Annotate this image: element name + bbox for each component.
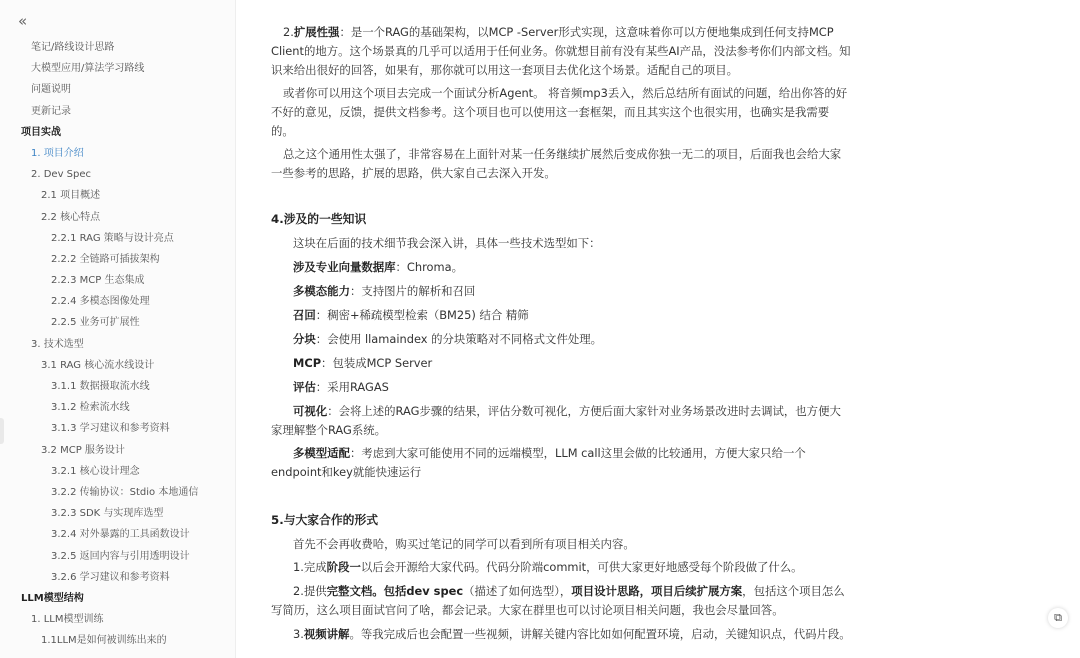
toc-item[interactable]: 问题说明 xyxy=(31,84,71,96)
toc-item[interactable]: 3.1.3 学习建议和参考资料 xyxy=(51,423,170,435)
toc-item[interactable]: 3.1 RAG 核心流水线设计 xyxy=(41,359,155,371)
toc-item[interactable]: 2.2.2 全链路可插拔架构 xyxy=(51,253,160,265)
paragraph-interview-agent: 或者你可以用这个项目去完成一个面试分析Agent。 将音频mp3丢入，然后总结所有面试的问题，给出你答的好不好的意见，反馈，提供文档参考。这个项目也可以使用这一套框架，而且其实这个也很实用，也确实是我需要的。 xyxy=(271,86,848,138)
paragraph-summary: 总之这个通用性太强了，非常容易在上面针对某一任务继续扩展然后变成你独一无二的项目，后面我也会给大家一些参考的思路，扩展的思路，供大家自己去深入开发。 xyxy=(271,147,842,180)
toc-item[interactable]: 3.2.2 传输协议：Stdio 本地通信 xyxy=(51,486,199,498)
paragraph-extensibility: 2.扩展性强：是一个RAG的基础架构，以MCP -Server形式实现，这意味着你可以方便地集成到任何支持MCP Client的地方。这个场景真的几乎可以适用于任何业务。你就想目前有没有某些AI产品，没法参考你们内部文档。知识来给出很好的回答，如果有，那你就可以用这一套项目去优化这个场景。适配自己的项目。 xyxy=(271,25,851,77)
sidebar-toc xyxy=(0,0,236,658)
heading-knowledge: 4.涉及的一些知识 xyxy=(271,212,367,226)
toc-item[interactable]: 1.1LLM是如何被训练出来的 xyxy=(41,635,167,647)
toc-item[interactable]: 3.1.2 检索流水线 xyxy=(51,402,130,414)
toc-item[interactable]: 2.2.1 RAG 策略与设计亮点 xyxy=(51,232,174,244)
toc-item[interactable]: 2.2 核心特点 xyxy=(41,211,101,223)
toc-item[interactable]: 2.2.4 多模态图像处理 xyxy=(51,296,150,308)
kv-visualization: 可视化：会将上述的RAG步骤的结果，评估分数可视化，方便后面大家针对业务场景改进时去调试，也方便大家理解整个RAG系统。 xyxy=(271,404,841,437)
kv-eval: 评估：采用RAGAS xyxy=(293,380,389,394)
toc-item[interactable]: 1. LLM模型训练 xyxy=(31,614,104,626)
toc-item[interactable]: 2.2.3 MCP 生态集成 xyxy=(51,275,145,287)
toc-item[interactable]: 2. Dev Spec xyxy=(31,169,92,181)
paragraph-no-charge: 首先不会再收费哈，购买过笔记的同学可以看到所有项目相关内容。 xyxy=(293,537,635,551)
toc-item[interactable]: 3.2.4 对外暴露的工具函数设计 xyxy=(51,529,190,541)
toc-item[interactable]: 3.2 MCP 服务设计 xyxy=(41,444,125,456)
paragraph-docs: 2.提供完整文档。包括dev spec（描述了如何选型），项目设计思路，项目后续扩展方案，包括这个项目怎么写简历，这么项目面试官问了啥，都会记录。大家在群里也可以讨论项目相关问题，我也会尽量回答。 xyxy=(271,584,845,617)
kv-chunking: 分块：会使用 llamaindex 的分块策略对不同格式文件处理。 xyxy=(293,332,603,346)
toc-item[interactable]: 3.2.3 SDK 与实现库选型 xyxy=(51,508,164,520)
toc-item[interactable]: 3.2.1 核心设计理念 xyxy=(51,465,140,477)
toc-section[interactable]: 项目实战 xyxy=(21,126,61,138)
toc-item[interactable]: 2.1 项目概述 xyxy=(41,190,101,202)
kv-multimodal: 多模态能力：支持图片的解析和召回 xyxy=(293,284,476,298)
kv-vector-db: 涉及专业向量数据库：Chroma。 xyxy=(293,260,463,274)
kv-multi-model: 多模型适配：考虑到大家可能使用不同的远端模型，LLM call这里会做的比较通用，方便大家只给一个endpoint和key就能快速运行 xyxy=(271,446,806,479)
paragraph-video: 3.视频讲解。等我完成后也会配置一些视频，讲解关键内容比如如何配置环境，启动，关键知识点，代码片段。 xyxy=(293,627,851,641)
paragraph-stage-one: 1.完成阶段一以后会开源给大家代码。代码分阶端commit，可供大家更好地感受每个阶段做了什么。 xyxy=(293,560,803,574)
toc-item[interactable]: 3.2.6 学习建议和参考资料 xyxy=(51,571,170,583)
sidebar-drag-handle[interactable] xyxy=(0,418,4,444)
toc-list xyxy=(0,37,235,651)
kv-recall: 召回：稠密+稀疏模型检索（BM25) 结合 精筛 xyxy=(293,308,529,322)
toc-item[interactable]: 1. 项目介绍 xyxy=(31,147,84,159)
paragraph-tech-intro: 这块在后面的技术细节我会深入讲，具体一些技术选型如下： xyxy=(293,236,601,250)
copy-icon[interactable]: ⧉ xyxy=(1048,608,1068,628)
toc-section[interactable]: LLM模型结构 xyxy=(21,592,84,604)
collapse-sidebar-icon[interactable]: « xyxy=(18,12,28,30)
kv-mcp: MCP：包装成MCP Server xyxy=(293,356,433,370)
toc-item[interactable]: 更新记录 xyxy=(31,105,71,117)
toc-item[interactable]: 3.2.5 返回内容与引用透明设计 xyxy=(51,550,190,562)
toc-item[interactable]: 大模型应用/算法学习路线 xyxy=(31,63,145,75)
toc-item[interactable]: 3.1.1 数据摄取流水线 xyxy=(51,381,150,392)
toc-item[interactable]: 3. 技术选型 xyxy=(31,338,84,350)
heading-cooperation: 5.与大家合作的形式 xyxy=(271,513,379,527)
toc-item[interactable]: 笔记/路线设计思路 xyxy=(31,42,115,53)
toc-item[interactable]: 2.2.5 业务可扩展性 xyxy=(51,317,140,329)
